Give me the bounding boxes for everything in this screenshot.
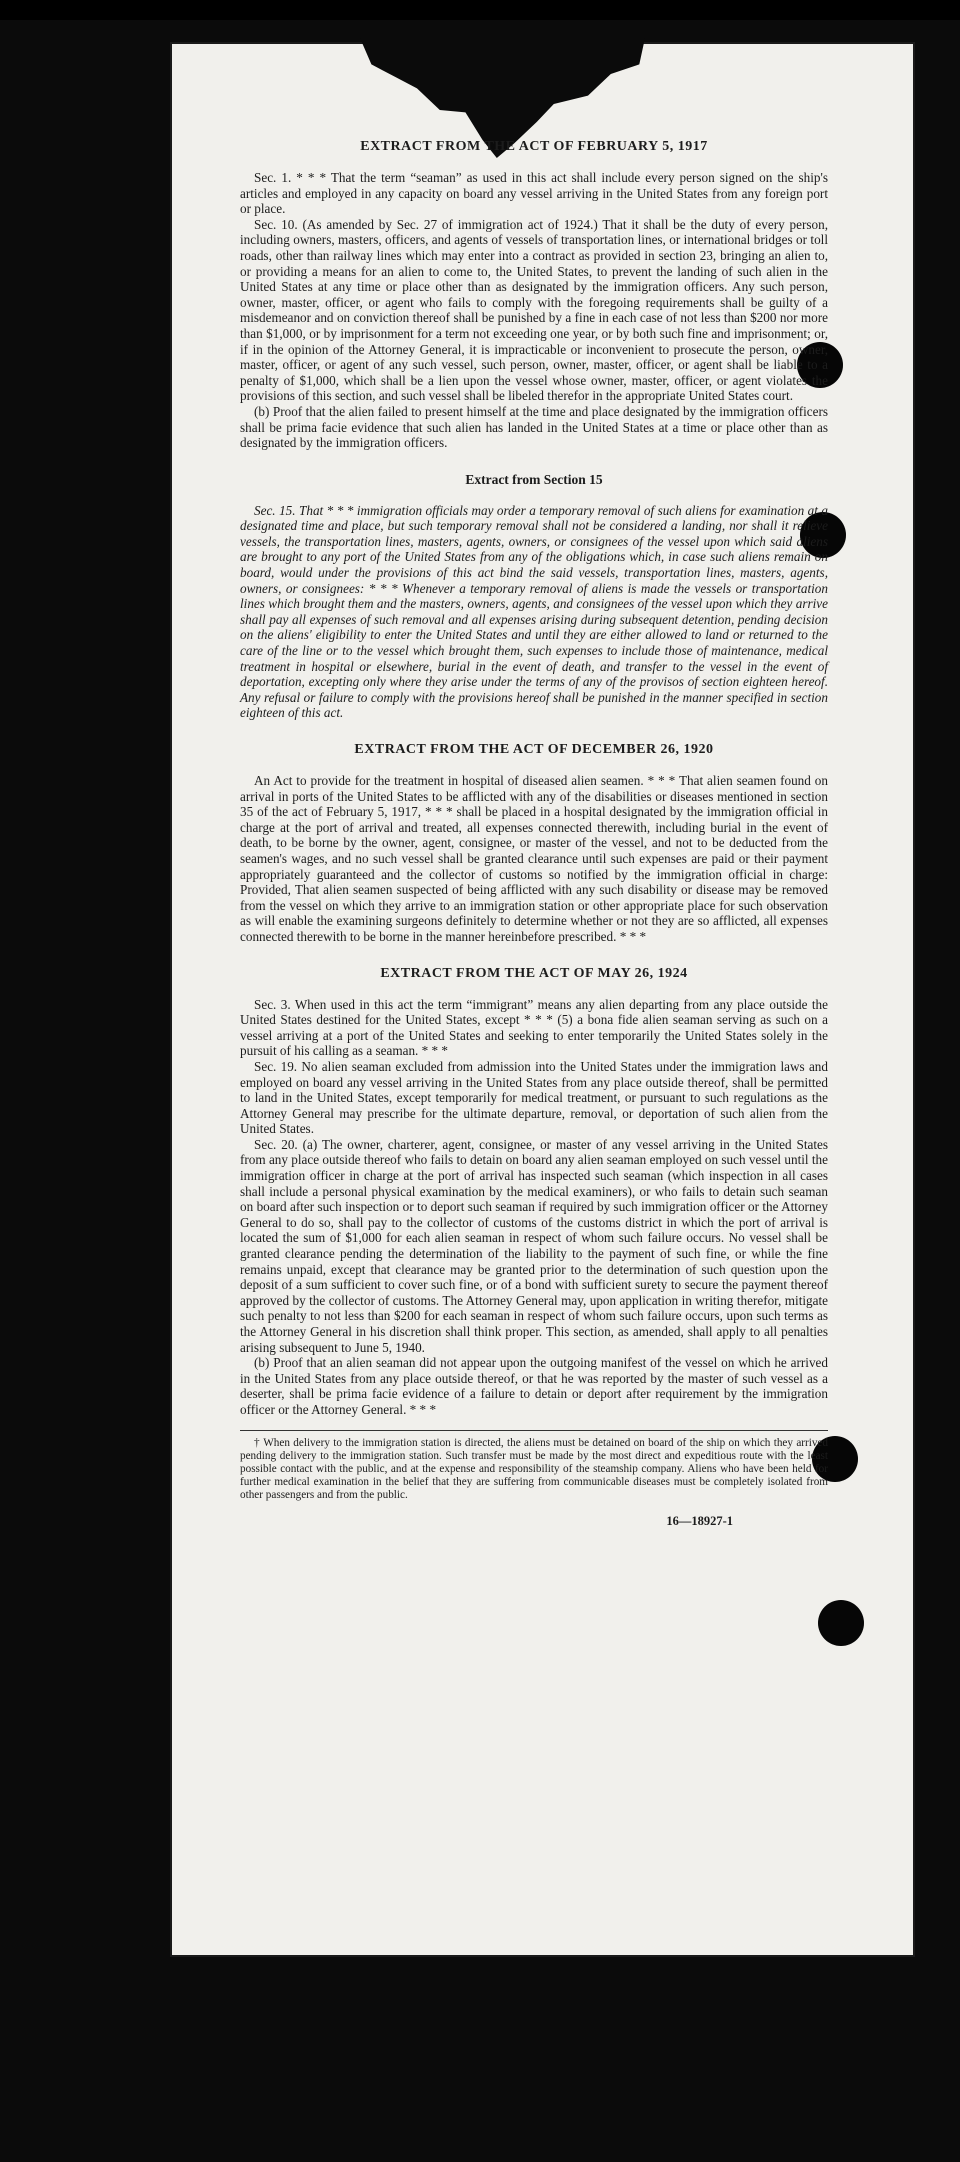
document-text-column: [240, 138, 828, 1529]
paragraph-sec-10-b: (b) Proof that the alien failed to present himself at the time and place designated by the immigration officers shall be prima facie evidence that such alien has landed in the United States at a time or place other than as designated by the immigration officers.: [240, 403, 828, 451]
heading-act-1920: EXTRACT FROM THE ACT OF DECEMBER 26, 1920: [354, 742, 714, 757]
paragraph-sec-3: Sec. 3. When used in this act the term “immigrant” means any alien departing from any place outside the United States destined for the United States, except * * * (5) a bona fide alien seaman serving as such on a vessel arriving at a port of the United States and seeking to enter temporarily the United States solely in the pursuit of his calling as a seaman. * * *: [240, 996, 828, 1059]
paragraph-sec-20-b: (b) Proof that an alien seaman did not appear upon the outgoing manifest of the vessel on which he arrived in the United States from any place outside thereof, or that he was reported by the master of such vessel as a deserter, shall be prima facie evidence of a failure to detain or deport after requirement by the immigration officer or the Attorney General. * * *: [240, 1355, 828, 1417]
heading-act-1917: EXTRACT FROM THE ACT OF FEBRUARY 5, 1917: [360, 139, 708, 154]
heading-section-15: Extract from Section 15: [465, 471, 603, 487]
paragraph-sec-20-a: Sec. 20. (a) The owner, charterer, agent, consignee, or master of any vessel arriving in the United States from any place outside thereof who fails to detain on board any alien seaman employed on such vessel until the immigration officer in charge at the port of arrival has inspected such seaman (which inspection in all cases shall include a personal physical examination by the medical examiners), or who fails to detain such seaman on board after such inspection or to deport such seaman if required by such immigration officer or the Attorney General to do so, shall pay to the collector of customs of the customs district in which the port of arrival is located the sum of $1,000 for each alien seaman in respect of whom such failure occurs. No vessel shall be granted clearance pending the determination of the liability to the payment of such fine, or while the fine remains unpaid, except that clearance may be granted prior to the determination of such question upon the deposit of a sum sufficient to cover such fine, or of a bond with sufficient surety to secure the payment thereof approved by the collector of customs. The Attorney General may, upon application in writing therefor, mitigate such penalty to not less than $200 for each seaman in respect of whom such failure occurs, upon such terms as the Attorney General in his discretion shall think proper. This section, as amended, shall apply to all penalties arising subsequent to June 5, 1940.: [240, 1136, 828, 1355]
form-number: 16—18927-1: [666, 1513, 733, 1528]
footnote: [240, 1430, 828, 1502]
paragraph-sec-15: Sec. 15. That * * * immigration officials may order a temporary removal of such aliens for examination at a designated time and place, but such temporary removal shall not be considered a landing, nor shall it relieve vessels, the transportation lines, masters, agents, owners, or consignees of the vessel upon which said aliens are brought to any port of the United States from any of the obligations which, in case such aliens remain on board, would under the provisions of this act bind the said vessels, transportation lines, masters, agents, owners, or consignees: * * * Whenever a temporary removal of aliens is made the vessels or transportation lines which brought them and the masters, owners, agents, and consignees of the vessel upon which they arrive shall pay all expenses of such removal and all expenses arising during subsequent detention, pending decision on the aliens' eligibility to enter the United States and until they are either allowed to land or returned to the care of the line or to the vessel which brought them, such expenses to include those of maintenance, medical treatment in hospital or elsewhere, burial in the event of death, and transfer to the vessel in the event of deportation, excepting only where they arise under the terms of any of the provisos of section eighteen hereof. Any refusal or failure to comply with the provisions hereof shall be punished in the manner specified in section eighteen of this act.: [240, 502, 828, 721]
paragraph-sec-10: Sec. 10. (As amended by Sec. 27 of immigration act of 1924.) That it shall be the duty of every person, including owners, masters, officers, and agents of vessels of transportation lines, or international bridges or toll roads, other than railway lines which may enter into a contract as provided in section 23, bringing an alien to, or providing a means for an alien to come to, the United States, to prevent the landing of such alien in the United States at any time or place other than as designated by the immigration officers. Any such person, owner, master, officer, or agent who fails to comply with the foregoing requirements shall be guilty of a misdemeanor and on conviction thereof shall be punished by a fine in each case of not less than $200 nor more than $1,000, or by imprisonment for a term not exceeding one year, or by both such fine and imprisonment; or, if in the opinion of the Attorney General, it is impracticable or inconvenient to prosecute the person, owner, master, officer, or agent of any such vessel, such person, owner, master, officer, or agent shall be liable to a penalty of $1,000, which shall be a lien upon the vessel whose owner, master, officer, or agent violates the provisions of this section, and such vessel shall be libeled therefor in the appropriate United States court.: [240, 216, 828, 404]
footnote-text: † When delivery to the immigration station is directed, the aliens must be detained on board of the ship on which they arrived pending delivery to the immigration station. Such transfer must be made by the most direct and expeditious route with the least possible contact with the public, and at the expense and responsibility of the steamship company. Aliens who have been held for further medical examination in the belief that they are suffering from communicable diseases must be completely isolated from other passengers and from the public.: [240, 1436, 828, 1501]
scan-top-edge: [0, 0, 960, 20]
paragraph-sec-19: Sec. 19. No alien seaman excluded from admission into the United States under the immigration laws and employed on board any vessel arriving in the United States from any place outside thereof, shall be permitted to land in the United States, except temporarily for medical treatment, or pursuant to such regulations as the Attorney General may prescribe for the ultimate departure, removal, or deportation of such alien from the United States.: [240, 1058, 828, 1137]
punch-hole-4: [818, 1600, 864, 1646]
heading-act-1924: EXTRACT FROM THE ACT OF MAY 26, 1924: [380, 965, 688, 981]
paragraph-act-1920: An Act to provide for the treatment in hospital of diseased alien seamen. * * * That alien seamen found on arrival in ports of the United States to be afflicted with any of the disabilities or diseases mentioned in section 35 of the act of February 5, 1917, * * * shall be placed in a hospital designated by the immigration official in charge at the port of arrival and treated, all expenses connected therewith, including burial in the event of death, to be borne by the owner, agent, consignee, or master of the vessel, and not to be deducted from the seamen's wages, and no such vessel shall be granted clearance until such expenses are paid or their payment appropriately guaranteed and the collector of customs so notified by the immigration official in charge: Provided, That alien seamen suspected of being afflicted with any such disability or disease may be removed from the vessel on which they arrive to an immigration station or other appropriate place for such observation as will enable the examining surgeons definitely to determine whether or not they are so afflicted, all expenses connected therewith to be borne in the manner hereinbefore prescribed. * * *: [240, 773, 828, 944]
paragraph-sec-1: Sec. 1. * * * That the term “seaman” as used in this act shall include every person signed on the ship's articles and employed in any capacity on board any vessel arriving in the United States from any foreign port or place.: [240, 170, 828, 217]
